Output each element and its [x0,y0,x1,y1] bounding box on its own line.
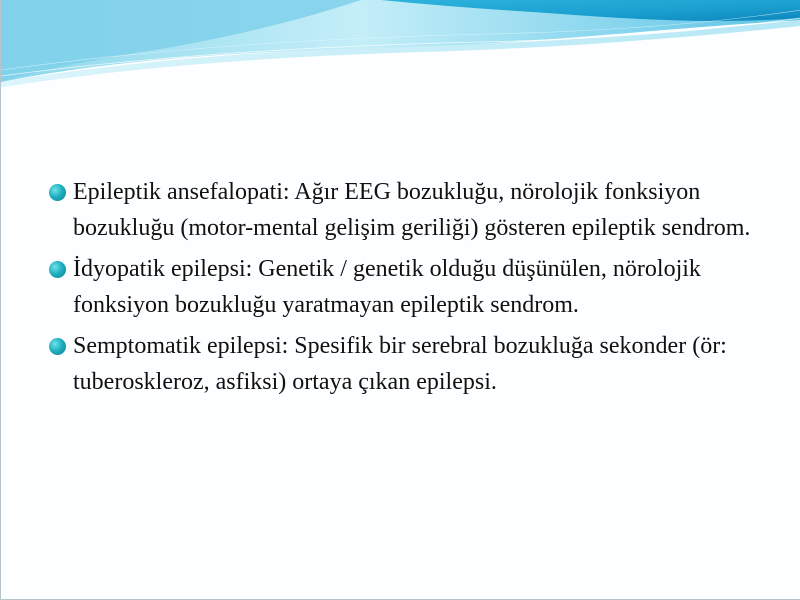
bullet-dot-icon [49,261,66,278]
header-wave-banner [1,0,800,110]
bullet-dot-icon [49,184,66,201]
bullet-text: Epileptik ansefalopati: Ağır EEG bozukluğu, nörolojik fonksiyon bozukluğu (motor-mental gelişim geriliği) gösteren epileptik sendrom. [73,179,751,241]
bullet-list [49,174,769,405]
list-item [49,174,769,246]
bullet-text: İdyopatik epilepsi: Genetik / genetik olduğu düşünülen, nörolojik fonksiyon bozukluğu yaratmayan epileptik sendrom. [73,256,701,318]
list-item [49,251,769,323]
bullet-text: Semptomatik epilepsi: Spesifik bir serebral bozukluğa sekonder (ör: tuberoskleroz, asfiksi) ortaya çıkan epilepsi. [73,333,727,395]
list-item [49,328,769,400]
bullet-dot-icon [49,338,66,355]
